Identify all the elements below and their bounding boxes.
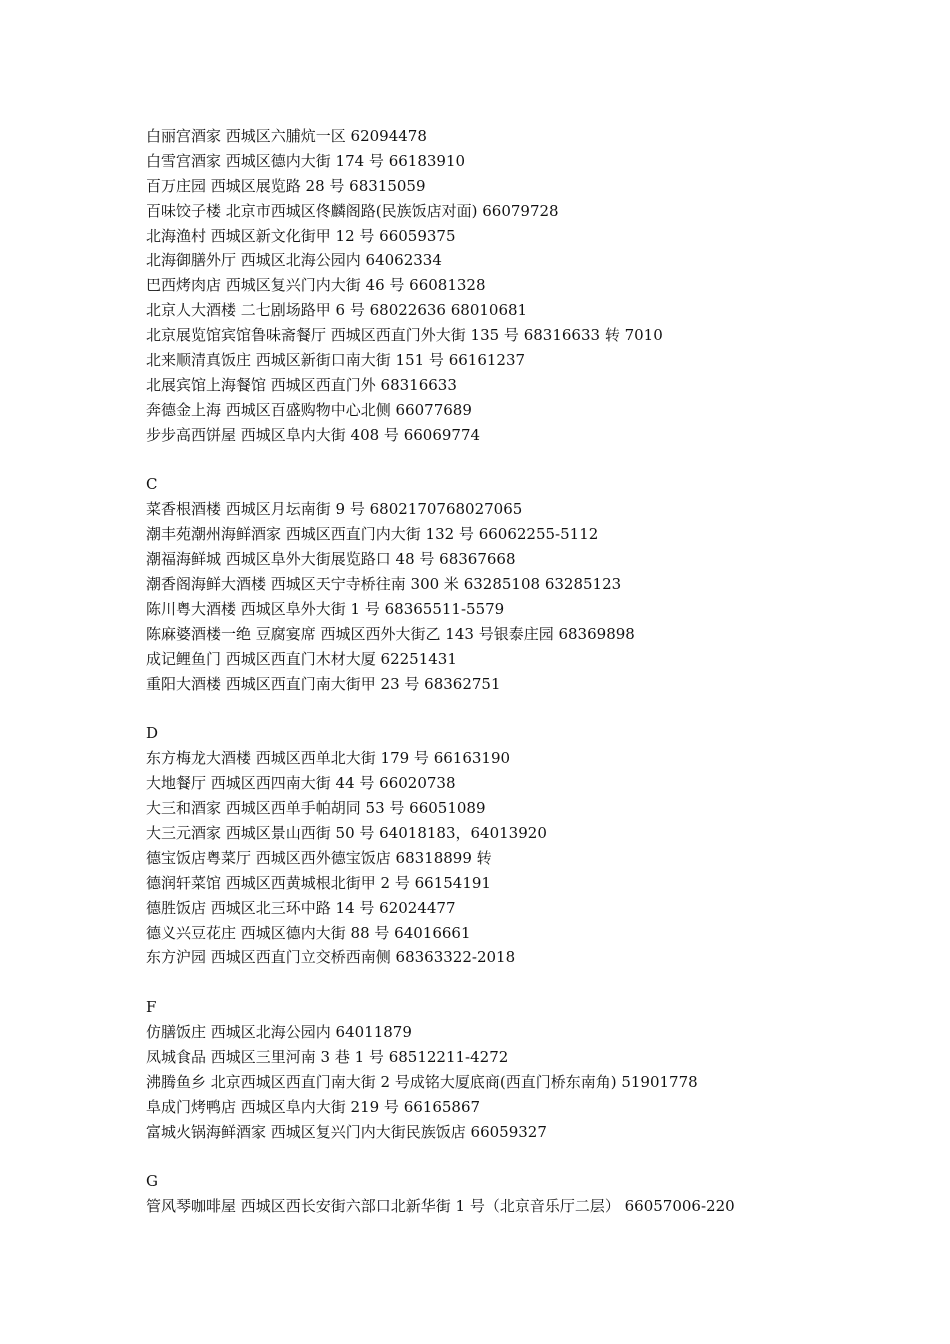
list-item: 北京展览馆宾馆鲁味斋餐厅 西城区西直门外大街 135 号 68316633 转 7010 [146,326,663,345]
list-item: 德润轩菜馆 西城区西黄城根北街甲 2 号 66154191 [146,873,491,892]
list-item: 百味饺子楼 北京市西城区佟麟阁路(民族饭店对面) 66079728 [146,201,559,220]
list-item: 仿膳饭庄 西城区北海公园内 64011879 [146,1023,412,1042]
spacer [146,970,926,995]
spacer [146,696,926,721]
list-item: 巴西烤肉店 西城区复兴门内大街 46 号 66081328 [146,276,486,295]
list-item: 阜成门烤鸭店 西城区阜内大街 219 号 66165867 [146,1097,481,1116]
list-item: 大三和酒家 西城区西单手帕胡同 53 号 66051089 [146,799,486,818]
section-letter: D [146,724,159,743]
list-item: 沸腾鱼乡 北京西城区西直门南大街 2 号成铭大厦底商(西直门桥东南角) 51901778 [146,1072,698,1091]
document-page [146,124,926,1219]
section-c [146,472,926,696]
list-item: 潮香阁海鲜大酒楼 西城区天宁寺桥往南 300 米 63285108 63285123 [146,575,622,594]
list-item: 成记鲤鱼门 西城区西直门木材大厦 62251431 [146,649,457,668]
list-item: 德义兴豆花庄 西城区德内大街 88 号 64016661 [146,923,471,942]
list-item: 奔德金上海 西城区百盛购物中心北侧 66077689 [146,400,472,419]
section-letter: F [146,998,157,1017]
section-g [146,1169,926,1219]
list-item: 大三元酒家 西城区景山西街 50 号 64018183，64013920 [146,823,547,842]
list-item: 步步高西饼屋 西城区阜内大街 408 号 66069774 [146,425,481,444]
list-item: 潮丰苑潮州海鲜酒家 西城区西直门内大街 132 号 66062255-5112 [146,525,599,544]
list-item: 德宝饭店粤菜厅 西城区西外德宝饭店 68318899 转 [146,848,492,867]
list-item: 德胜饭店 西城区北三环中路 14 号 62024477 [146,898,456,917]
section-b [146,124,926,448]
section-letter: C [146,475,158,494]
list-item: 白雪宫酒家 西城区德内大街 174 号 66183910 [146,151,466,170]
list-item: 凤城食品 西城区三里河南 3 巷 1 号 68512211-4272 [146,1047,509,1066]
list-item: 陈麻婆酒楼一绝 豆腐宴席 西城区西外大街乙 143 号银泰庄园 68369898 [146,624,635,643]
list-item: 东方沪园 西城区西直门立交桥西南侧 68363322-2018 [146,948,516,967]
list-item: 北海御膳外厅 西城区北海公园内 64062334 [146,251,442,270]
list-item: 潮福海鲜城 西城区阜外大街展览路口 48 号 68367668 [146,550,516,569]
list-item: 东方梅龙大酒楼 西城区西单北大街 179 号 66163190 [146,749,511,768]
list-item: 北来顺清真饭庄 西城区新街口南大街 151 号 66161237 [146,351,526,370]
list-item: 北京人大酒楼 二七剧场路甲 6 号 68022636 68010681 [146,301,528,320]
list-item: 百万庄园 西城区展览路 28 号 68315059 [146,176,426,195]
section-letter: G [146,1172,158,1191]
list-item: 重阳大酒楼 西城区西直门南大街甲 23 号 68362751 [146,674,501,693]
list-item: 陈川粤大酒楼 西城区阜外大街 1 号 68365511-5579 [146,599,505,618]
list-item: 大地餐厅 西城区西四南大街 44 号 66020738 [146,774,456,793]
list-item: 北展宾馆上海餐馆 西城区西直门外 68316633 [146,375,457,394]
spacer [146,1145,926,1170]
list-item: 管风琴咖啡屋 西城区西长安街六部口北新华街 1 号（北京音乐厅二层） 66057006-220 [146,1197,735,1216]
list-item: 北海渔村 西城区新文化街甲 12 号 66059375 [146,226,456,245]
section-f [146,995,926,1144]
spacer [146,448,926,473]
list-item: 菜香根酒楼 西城区月坛南街 9 号 6802170768027065 [146,500,523,519]
list-item: 白丽宫酒家 西城区六脯炕一区 62094478 [146,127,427,145]
list-item: 富城火锅海鲜酒家 西城区复兴门内大街民族饭店 66059327 [146,1122,547,1141]
section-d [146,721,926,970]
